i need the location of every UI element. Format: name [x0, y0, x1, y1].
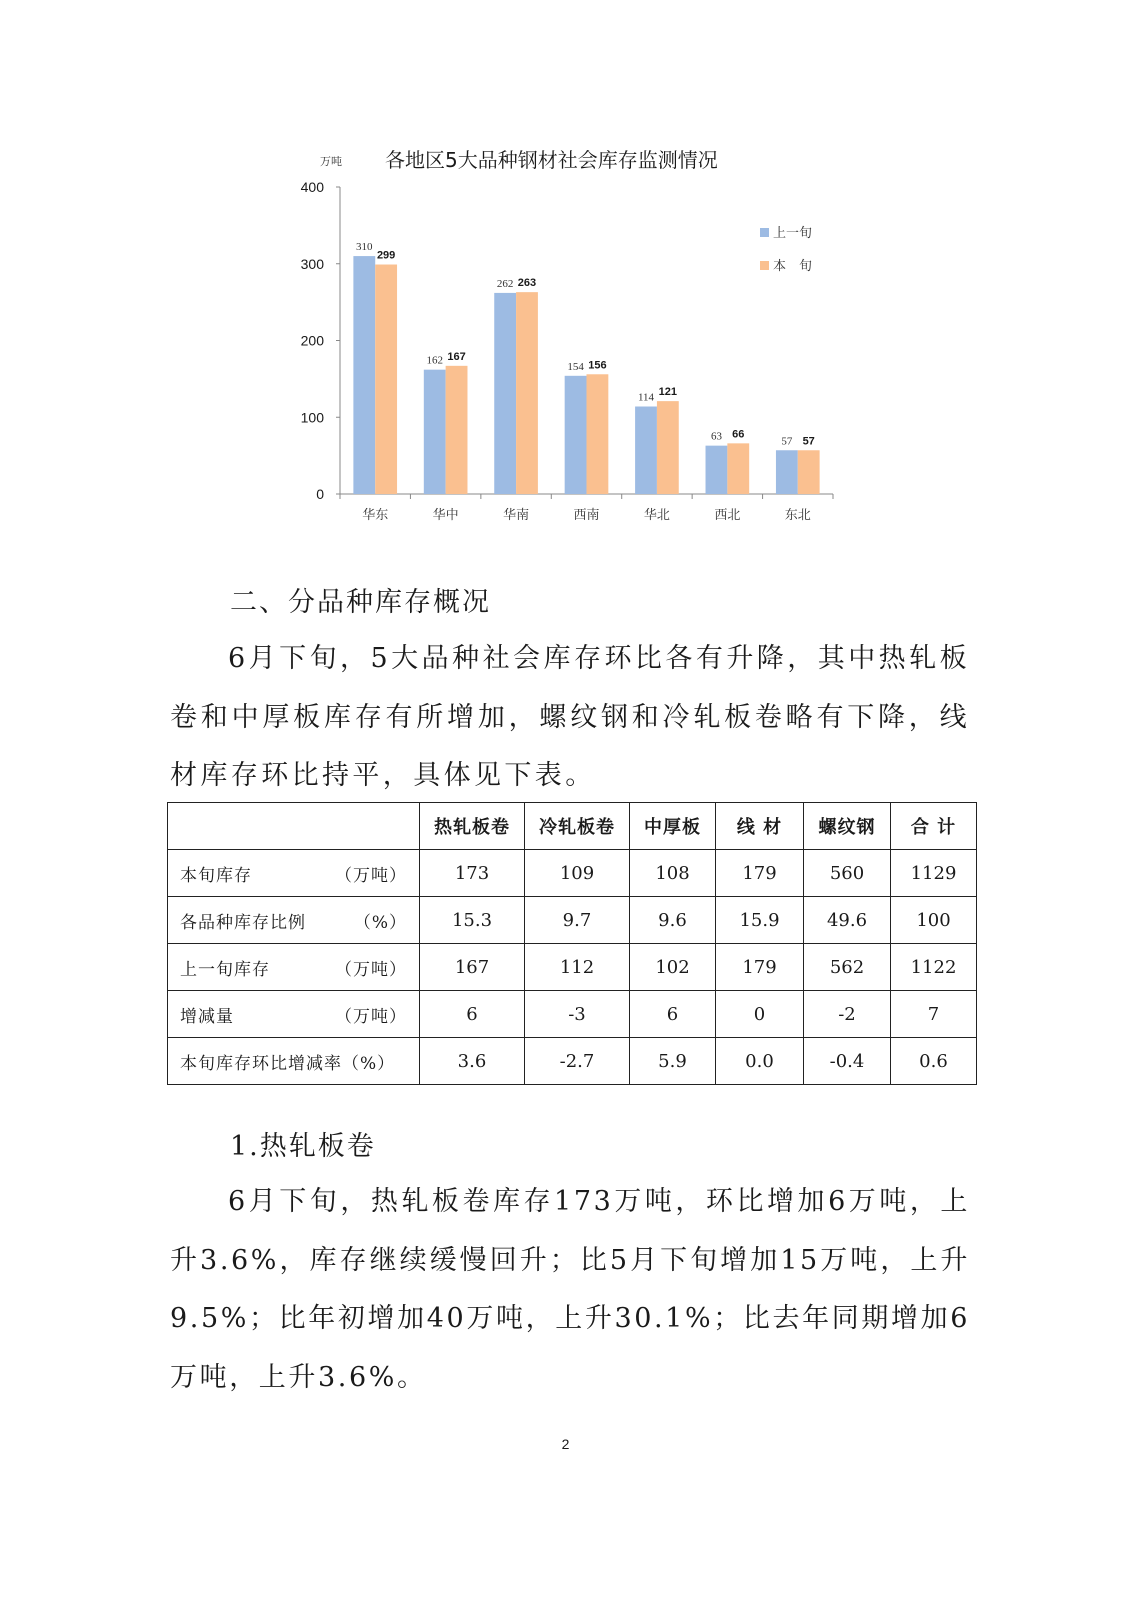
data-label-previous: 162	[426, 354, 443, 367]
table-cell: 112	[525, 944, 630, 991]
table-cell: 100	[891, 897, 977, 944]
table-header-cell: 热轧板卷	[420, 803, 525, 850]
table-cell: 15.9	[716, 897, 804, 944]
bar-current	[516, 292, 538, 494]
table-cell: 179	[716, 850, 804, 897]
table-header-cell: 螺纹钢	[804, 803, 891, 850]
table-cell: 15.3	[420, 897, 525, 944]
table-cell: 179	[716, 944, 804, 991]
x-category-label: 华中	[432, 508, 459, 523]
table-cell: 1129	[891, 850, 977, 897]
table-cell: -0.4	[804, 1038, 891, 1085]
table-cell: -3	[525, 991, 630, 1038]
row-label-text: 各品种库存比例	[180, 912, 306, 933]
table-row	[168, 897, 977, 944]
bar-previous	[776, 450, 798, 494]
data-label-current: 299	[376, 249, 396, 262]
row-label-unit: （万吨）	[335, 959, 407, 980]
legend-label: 本 旬	[773, 259, 813, 274]
bar-previous	[706, 446, 728, 494]
table-cell: 102	[630, 944, 716, 991]
table-header-cell	[168, 803, 420, 850]
bar-current	[657, 401, 679, 494]
row-label-unit: （万吨）	[335, 865, 407, 886]
row-label	[168, 1038, 420, 1085]
data-label-current: 57	[802, 435, 815, 448]
bar-current	[446, 366, 468, 494]
table-header-row	[168, 803, 977, 850]
row-label	[168, 850, 420, 897]
bar-current	[798, 450, 820, 494]
inventory-table	[167, 802, 977, 1085]
row-label	[168, 991, 420, 1038]
row-label-text: 本旬库存环比增减率（%）	[180, 1053, 396, 1074]
table-cell: 560	[804, 850, 891, 897]
data-label-previous: 310	[356, 241, 373, 254]
chart-legend	[760, 226, 812, 274]
table-cell: 6	[420, 991, 525, 1038]
bar-previous	[635, 407, 657, 494]
table-cell: 3.6	[420, 1038, 525, 1085]
sub-heading-hot-rolled: 1.热轧板卷	[230, 1131, 376, 1162]
x-category-label: 华东	[362, 508, 389, 523]
table-cell: 49.6	[804, 897, 891, 944]
x-category-label: 华南	[503, 508, 530, 523]
bar-current	[587, 374, 609, 494]
chart-unit-label: 万吨	[320, 155, 342, 168]
page-number: 2	[561, 1436, 570, 1452]
row-label-unit: （万吨）	[335, 1006, 407, 1027]
bar-current	[727, 443, 749, 494]
table-cell: 6	[630, 991, 716, 1038]
bar-current	[375, 265, 397, 494]
paragraph-overview: 6月下旬，5大品种社会库存环比各有升降，其中热轧板卷和中厚板库存有所增加，螺纹钢和冷轧板卷略有下降，线材库存环比持平，具体见下表。	[170, 643, 970, 791]
y-tick-label: 300	[300, 255, 324, 272]
table-cell: -2.7	[525, 1038, 630, 1085]
row-label	[168, 897, 420, 944]
x-category-label: 西北	[714, 508, 741, 523]
row-label-unit: （%）	[353, 912, 407, 933]
y-tick-label: 200	[300, 332, 324, 349]
data-label-current: 66	[732, 428, 745, 441]
table-header-cell: 线 材	[716, 803, 804, 850]
chart-bars	[353, 241, 819, 523]
y-tick-label: 0	[316, 486, 324, 502]
legend-swatch	[760, 228, 769, 237]
row-label	[168, 944, 420, 991]
bar-previous	[353, 256, 375, 494]
row-label-text: 增减量	[180, 1006, 234, 1027]
y-tick-label: 100	[300, 409, 324, 426]
data-label-previous: 154	[567, 360, 584, 373]
data-label-current: 263	[517, 277, 537, 290]
data-label-previous: 63	[710, 430, 722, 443]
table-cell: 173	[420, 850, 525, 897]
legend-swatch	[760, 261, 769, 270]
paragraph-hot-rolled: 6月下旬，热轧板卷库存173万吨，环比增加6万吨，上升3.6%，库存继续缓慢回升；比5月下旬增加15万吨，上升9.5%；比年初增加40万吨，上升30.1%；比去年同期增加6万吨，上升3.6%。	[170, 1186, 970, 1393]
bar-previous	[494, 293, 516, 494]
table-cell: 167	[420, 944, 525, 991]
x-category-label: 西南	[573, 508, 600, 523]
x-category-label: 东北	[784, 508, 811, 523]
row-label-text: 上一旬库存	[180, 959, 270, 980]
data-label-current: 156	[588, 359, 607, 372]
data-label-previous: 114	[637, 391, 655, 404]
table-row	[168, 850, 977, 897]
table-cell: 7	[891, 991, 977, 1038]
y-tick-label: 400	[300, 179, 324, 195]
bar-previous	[565, 376, 587, 494]
table-header-cell: 合 计	[891, 803, 977, 850]
x-category-label: 华北	[643, 508, 670, 523]
table-row	[168, 991, 977, 1038]
data-label-current: 121	[658, 386, 678, 399]
table-row	[168, 944, 977, 991]
regional-inventory-chart	[290, 140, 850, 540]
table-header-cell: 中厚板	[630, 803, 716, 850]
data-label-previous: 57	[781, 435, 793, 448]
row-label-text: 本旬库存	[180, 865, 252, 886]
table-cell: 0	[716, 991, 804, 1038]
table-cell: 9.6	[630, 897, 716, 944]
table-cell: 562	[804, 944, 891, 991]
table-cell: 1122	[891, 944, 977, 991]
data-label-previous: 262	[496, 277, 514, 290]
table-cell: -2	[804, 991, 891, 1038]
bar-previous	[424, 370, 446, 494]
table-cell: 109	[525, 850, 630, 897]
table-header-cell: 冷轧板卷	[525, 803, 630, 850]
table-cell: 5.9	[630, 1038, 716, 1085]
section-heading: 二、分品种库存概况	[230, 587, 491, 618]
table-cell: 0.6	[891, 1038, 977, 1085]
legend-label: 上一旬	[773, 226, 813, 241]
data-label-current: 167	[447, 350, 466, 363]
table-cell: 9.7	[525, 897, 630, 944]
table-row	[168, 1038, 977, 1085]
table-cell: 108	[630, 850, 716, 897]
chart-title: 各地区5大品种钢材社会库存监测情况	[385, 148, 718, 172]
table-cell: 0.0	[716, 1038, 804, 1085]
